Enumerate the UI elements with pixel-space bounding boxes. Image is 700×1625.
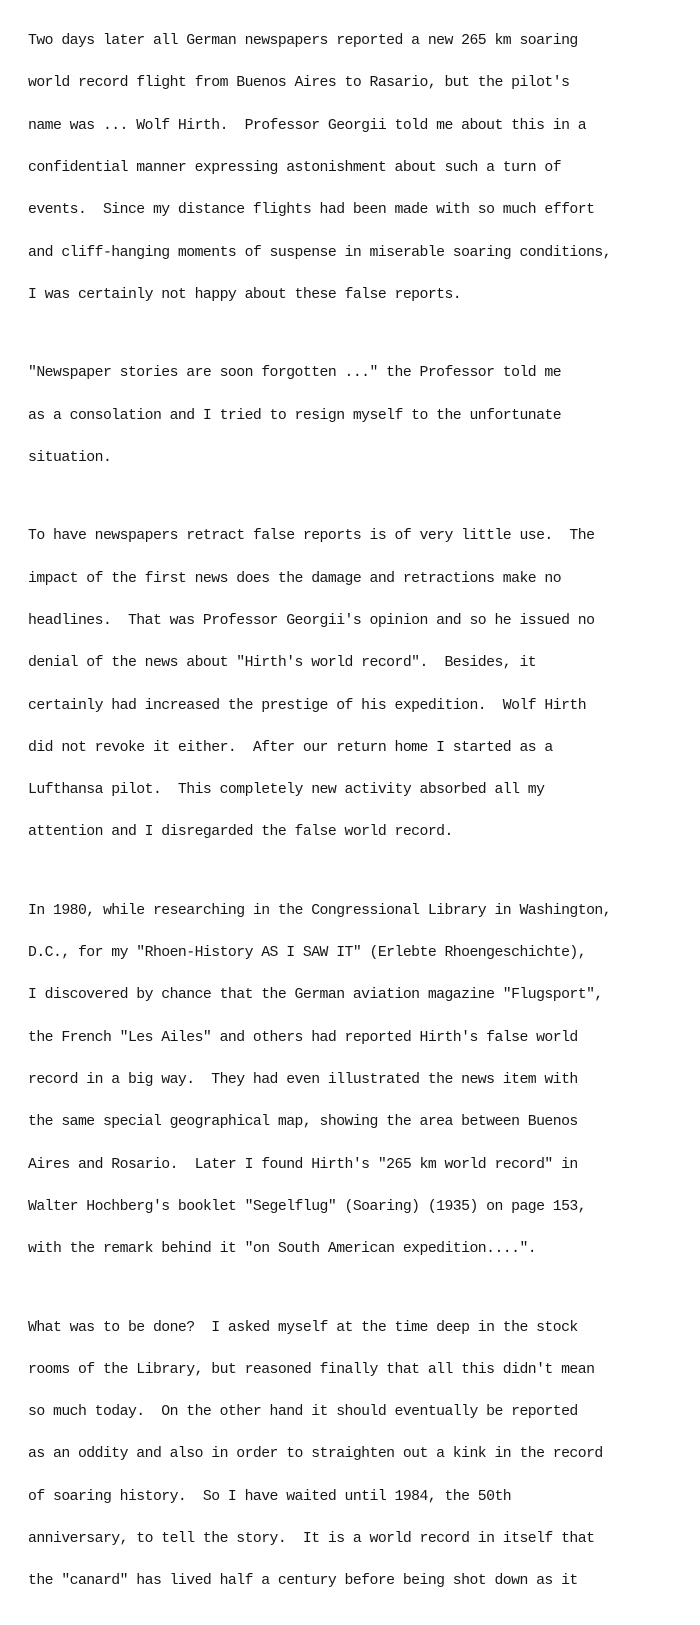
text-line: situation. [28,449,112,466]
text-line: with the remark behind it "on South American expedition....". [28,1241,537,1258]
text-line: Aires and Rosario. Later I found Hirth's "265 km world record" in [28,1156,578,1173]
text-line: record in a big way. They had even illustrated the news item with [28,1071,578,1088]
text-line: Two days later all German newspapers reported a new 265 km soaring [28,33,578,50]
text-line: Lufthansa pilot. This completely new activity absorbed all my [28,782,545,799]
text-line: denial of the news about "Hirth's world record". Besides, it [28,655,537,672]
text-line: as an oddity and also in order to straighten out a kink in the record [28,1446,603,1463]
text-line: anniversary, to tell the story. It is a world record in itself that [28,1530,595,1547]
paragraph-4 [28,876,698,1285]
text-line: D.C., for my "Rhoen-History AS I SAW IT" (Erlebte Rhoengeschichte), [28,945,587,962]
text-line: as a consolation and I tried to resign myself to the unfortunate [28,407,562,424]
text-line: name was ... Wolf Hirth. Professor Georgii told me about this in a [28,117,587,134]
text-line: the French "Les Ailes" and others had reported Hirth's false world [28,1029,578,1046]
text-line: I was certainly not happy about these false reports. [28,286,462,303]
text-line: "Newspaper stories are soon forgotten ..." the Professor told me [28,365,562,382]
text-line: rooms of the Library, but reasoned finally that all this didn't mean [28,1361,595,1378]
text-line: so much today. On the other hand it should eventually be reported [28,1404,578,1421]
text-line: and cliff-hanging moments of suspense in miserable soaring conditions, [28,244,612,261]
paragraph-1 [28,6,698,330]
paragraph-3 [28,501,698,867]
text-line: What was to be done? I asked myself at the time deep in the stock [28,1319,578,1336]
paragraph-5 [28,1292,698,1616]
text-line: certainly had increased the prestige of his expedition. Wolf Hirth [28,697,587,714]
text-line: In 1980, while researching in the Congressional Library in Washington, [28,902,612,919]
document-page [28,6,698,1625]
text-line: events. Since my distance flights had been made with so much effort [28,202,595,219]
text-line: To have newspapers retract false reports is of very little use. The [28,528,595,545]
text-line: headlines. That was Professor Georgii's opinion and so he issued no [28,612,595,629]
text-line: the "canard" has lived half a century before being shot down as it [28,1573,578,1590]
text-line: did not revoke it either. After our return home I started as a [28,739,553,756]
text-line: world record flight from Buenos Aires to Rasario, but the pilot's [28,75,570,92]
text-line: Walter Hochberg's booklet "Segelflug" (Soaring) (1935) on page 153, [28,1198,587,1215]
paragraph-2 [28,338,698,493]
text-line: of soaring history. So I have waited until 1984, the 50th [28,1488,512,1505]
text-line: the same special geographical map, showing the area between Buenos [28,1114,578,1131]
text-line: attention and I disregarded the false world record. [28,824,453,841]
text-line: confidential manner expressing astonishment about such a turn of [28,160,562,177]
text-line: I discovered by chance that the German aviation magazine "Flugsport", [28,987,603,1004]
text-line: impact of the first news does the damage and retractions make no [28,570,562,587]
